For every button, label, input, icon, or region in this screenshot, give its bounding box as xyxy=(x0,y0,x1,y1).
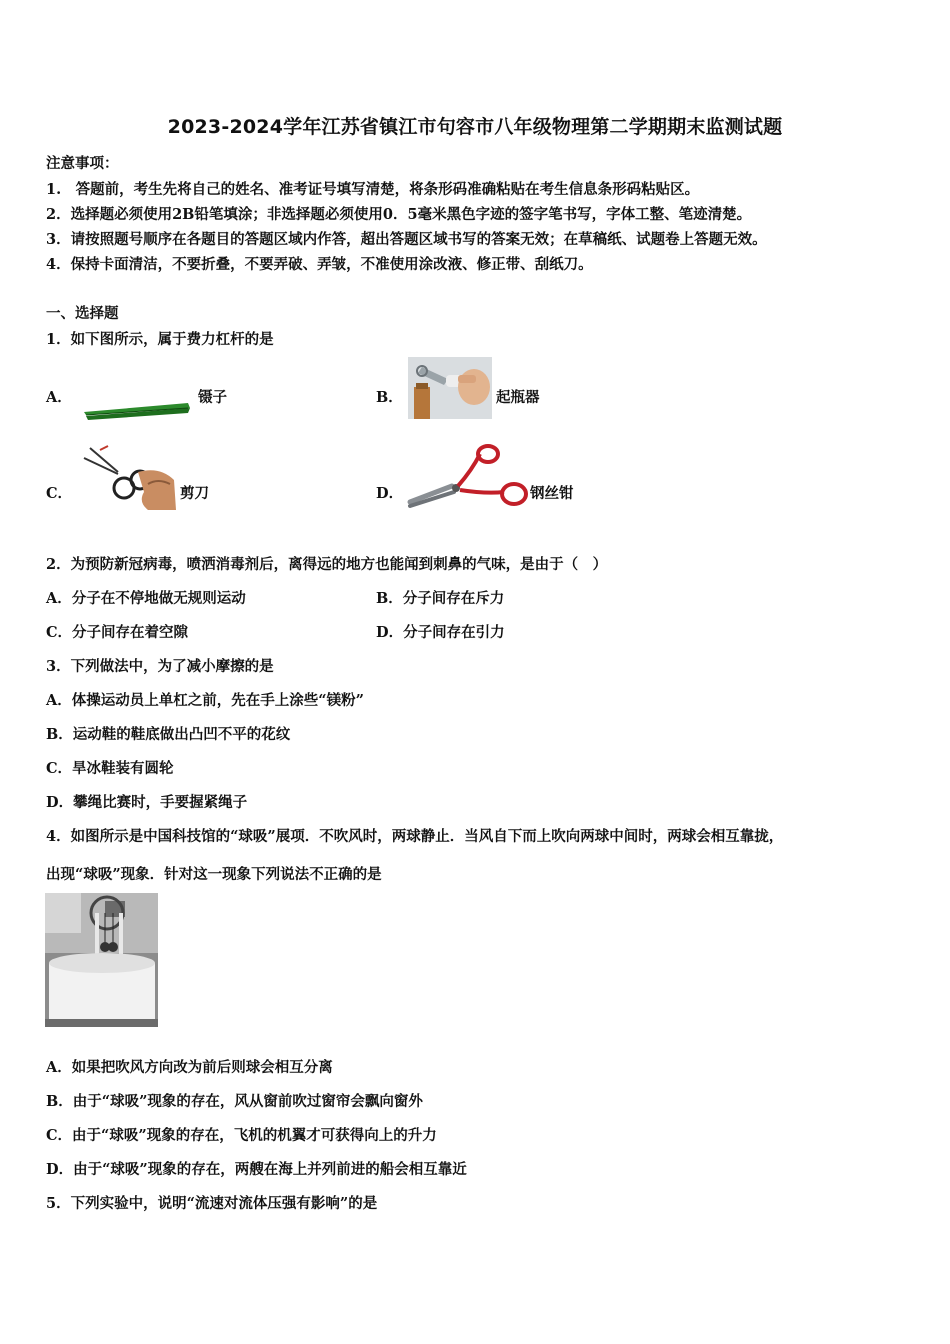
q1-option-b-letter: B． xyxy=(376,389,403,406)
section-heading: 一、选择题 xyxy=(46,305,119,322)
q4-option: A．如果把吹风方向改为前后则球会相互分离 xyxy=(46,1059,333,1076)
q3-option: D．攀绳比赛时，手要握紧绳子 xyxy=(46,794,248,811)
question-4-stem: 4．如图所示是中国科技馆的“球吸”展项．不吹风时，两球静止．当风自下而上吹向两球中间时，两球会相互靠拢， xyxy=(46,828,784,845)
pliers-image xyxy=(406,440,530,512)
notice-item: 1. 答题前，考生先将自己的姓名、准考证号填写清楚，将条形码准确粘贴在考生信息条形码粘贴区。 xyxy=(46,181,700,198)
q4-option: D．由于“球吸”现象的存在，两艘在海上并列前进的船会相互靠近 xyxy=(46,1161,467,1178)
q2-option: B．分子间存在斥力 xyxy=(376,590,505,607)
q3-option: C．旱冰鞋装有圆轮 xyxy=(46,760,174,777)
question-3-stem: 3．下列做法中，为了减小摩擦的是 xyxy=(46,658,274,675)
q4-option: C．由于“球吸”现象的存在，飞机的机翼才可获得向上的升力 xyxy=(46,1127,437,1144)
notice-item: 2．选择题必须使用2B铅笔填涂；非选择题必须使用0．5毫米黑色字迹的签字笔书写，字体工整、笔迹清楚。 xyxy=(46,206,752,223)
q3-option: A．体操运动员上单杠之前，先在手上涂些“镁粉” xyxy=(46,692,364,709)
tweezers-image xyxy=(82,396,194,422)
bottle-opener-image xyxy=(408,357,492,419)
page-title: 2023-2024学年江苏省镇江市句容市八年级物理第二学期期末监测试题 xyxy=(167,116,783,138)
q1-option-a-label: 镊子 xyxy=(198,389,227,406)
q1-option-a-letter: A． xyxy=(46,389,72,406)
scissors-image xyxy=(78,444,178,510)
q4-option: B．由于“球吸”现象的存在，风从窗前吹过窗帘会飘向窗外 xyxy=(46,1093,423,1110)
q2-option: A．分子在不停地做无规则运动 xyxy=(46,590,246,607)
q1-option-c-label: 剪刀 xyxy=(180,485,209,502)
notice-item: 4．保持卡面清洁，不要折叠，不要弄破、弄皱，不准使用涂改液、修正带、刮纸刀。 xyxy=(46,256,593,273)
question-1-stem: 1．如下图所示，属于费力杠杆的是 xyxy=(46,331,274,348)
q1-option-c-letter: C． xyxy=(46,485,73,502)
q1-option-d-letter: D． xyxy=(376,485,404,502)
q2-option: D．分子间存在引力 xyxy=(376,624,505,641)
notice-item: 3．请按照题号顺序在各题目的答题区域内作答，超出答题区域书写的答案无效；在草稿纸、试题卷上答题无效。 xyxy=(46,231,767,248)
question-5-stem: 5．下列实验中，说明“流速对流体压强有影响”的是 xyxy=(46,1195,378,1212)
question-2-stem: 2．为预防新冠病毒，喷洒消毒剂后，离得远的地方也能闻到刺鼻的气味，是由于（ ） xyxy=(46,556,608,573)
q1-option-d-label: 钢丝钳 xyxy=(530,485,574,502)
q2-option: C．分子间存在着空隙 xyxy=(46,624,189,641)
notice-heading: 注意事项： xyxy=(46,155,119,172)
ball-suction-exhibit-image xyxy=(45,893,158,1027)
q1-option-b-label: 起瓶器 xyxy=(496,389,540,406)
question-4-stem-cont: 出现“球吸”现象．针对这一现象下列说法不正确的是 xyxy=(46,866,382,883)
q3-option: B．运动鞋的鞋底做出凸凹不平的花纹 xyxy=(46,726,291,743)
